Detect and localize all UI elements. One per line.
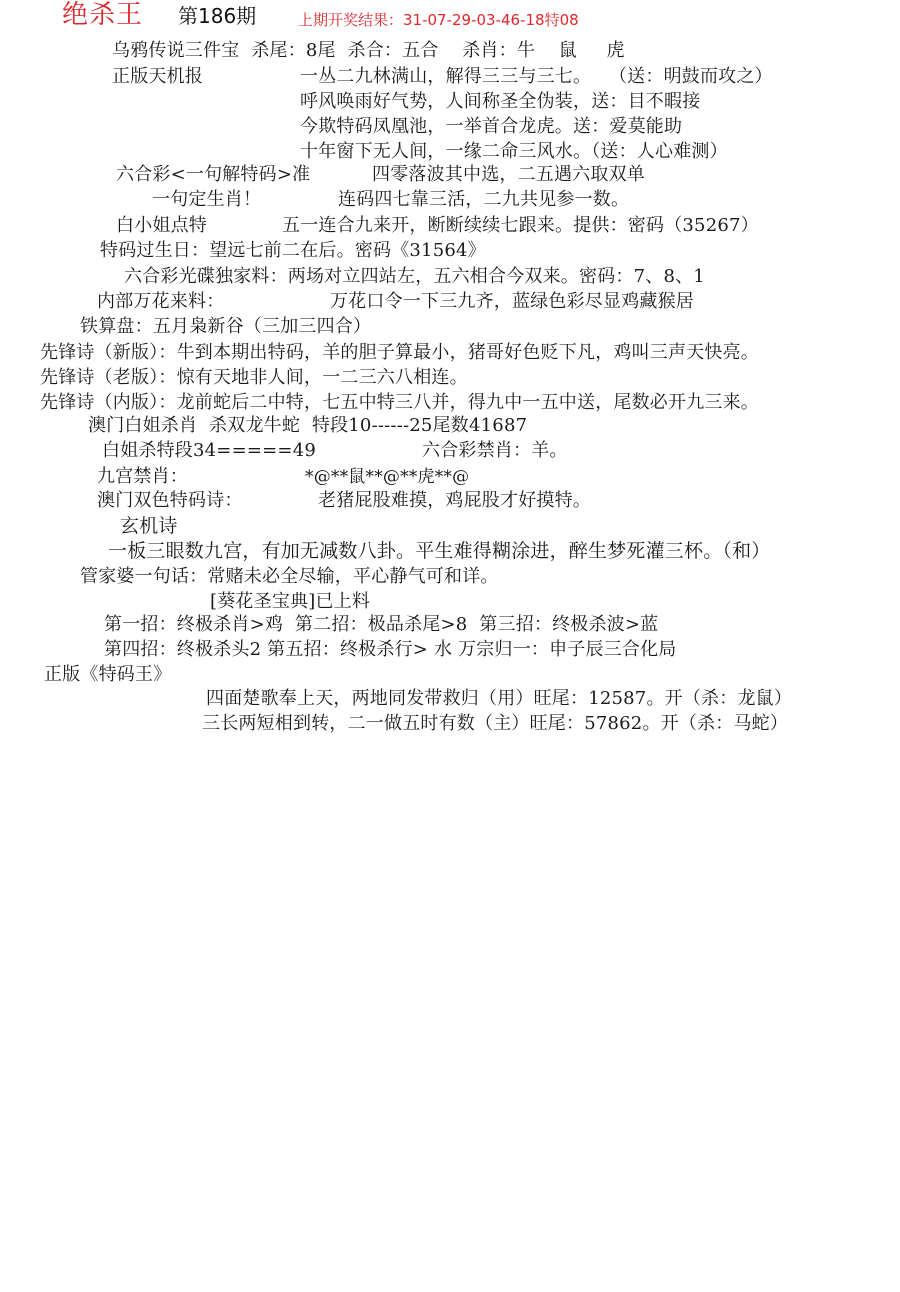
moves-line-2: 第四招：终极杀头2 第五招：终极杀行> 水 万宗归一：申子辰三合化局	[104, 639, 677, 660]
tema-king-heading: 正版《特码王》	[44, 664, 172, 685]
one-line-code-label: 六合彩<一句解特码>准	[116, 164, 311, 185]
crow-legend-line: 乌鸦传说三件宝 杀尾：8尾 杀合：五合 杀肖：牛 鼠 虎	[112, 40, 625, 61]
nine-palace-value: *@**鼠**@**虎**@	[305, 467, 470, 487]
zodiac-label: 一句定生肖！	[152, 189, 262, 210]
tianji-verse-4: 十年窗下无人间，一缘二命三风水。（送：人心难测）	[300, 141, 728, 162]
tianji-verse-1: 一丛二九林满山，解得三三与三七。 （送：明鼓而攻之）	[300, 66, 773, 87]
macau-color-verse: 老猪屁股难摸，鸡屁股才好摸特。	[318, 490, 591, 511]
sunflower-heading: [葵花圣宝典]已上料	[210, 591, 371, 612]
wanhua-verse: 万花口令一下三九齐，蓝绿色彩尽显鸡藏猴居	[330, 291, 694, 312]
abacus-line: 铁算盘：五月枭新谷（三加三四合）	[80, 316, 372, 337]
wanhua-label: 内部万花来料：	[97, 291, 225, 312]
bai-xiaojie-verse: 五一连合九来开，断断续续七跟来。提供：密码（35267）	[282, 215, 759, 236]
zodiac-verse: 连码四七靠三活，二九共见参一数。	[338, 189, 630, 210]
tema-king-verse-2: 三长两短相到转，二一做五时有数（主）旺尾：57862。开（杀：马蛇）	[202, 713, 789, 734]
banned-zodiac-line: 六合彩禁肖：羊。	[422, 440, 568, 461]
mystery-poem-text: 一板三眼数九宫，有加无减数八卦。平生难得糊涂进，醉生梦死灌三杯。（和）	[108, 540, 771, 562]
mystery-poem-heading: 玄机诗	[120, 515, 178, 537]
cd-exclusive-line: 六合彩光碟独家料：两场对立四站左，五六相合今双来。密码：7、8、1	[124, 266, 705, 287]
macau-bai-line: 澳门白姐杀肖 杀双龙牛蛇 特段10------25尾数41687	[88, 415, 528, 436]
vanguard-poem-internal: 先锋诗（内版）：龙前蛇后二中特，七五中特三八并，得九中一五中送，尾数必开九三来。	[40, 392, 759, 413]
tianji-label: 正版天机报	[112, 66, 203, 87]
nine-palace-label: 九宫禁肖：	[97, 466, 188, 487]
bai-xiaojie-label: 白小姐点特	[116, 215, 207, 236]
one-line-code-verse: 四零落波其中选，二五遇六取双单	[372, 164, 645, 185]
vanguard-poem-old: 先锋诗（老版）：惊有天地非人间，一二三六八相连。	[40, 367, 468, 388]
last-draw-result: 上期开奖结果：31-07-29-03-46-18特08	[298, 11, 579, 29]
issue-number: 第186期	[178, 4, 257, 28]
tianji-verse-3: 今欺特码凤凰池，一举首合龙虎。送：爱莫能助	[300, 116, 683, 137]
housekeeper-line: 管家婆一句话：常赌未必全尽输，平心静气可和详。	[80, 566, 499, 587]
macau-color-label: 澳门双色特码诗：	[97, 490, 243, 511]
birthday-line: 特码过生日：望远七前二在后。密码《31564》	[100, 240, 486, 261]
vanguard-poem-new: 先锋诗（新版）：牛到本期出特码，羊的胆子算最小，猪哥好色贬下凡，鸡叫三声天快亮。	[40, 342, 759, 363]
tianji-verse-2: 呼风唤雨好气势，人间称圣全伪装，送：目不暇接	[300, 91, 701, 112]
tema-king-verse-1: 四面楚歌奉上天，两地同发带救归（用）旺尾：12587。开（杀：龙鼠）	[206, 688, 793, 709]
bai-kill-segment: 白姐杀特段34=====49	[102, 440, 317, 461]
page-title: 绝杀王	[62, 0, 144, 30]
moves-line-1: 第一招：终极杀肖>鸡 第二招：极品杀尾>8 第三招：终极杀波>蓝	[104, 614, 659, 635]
